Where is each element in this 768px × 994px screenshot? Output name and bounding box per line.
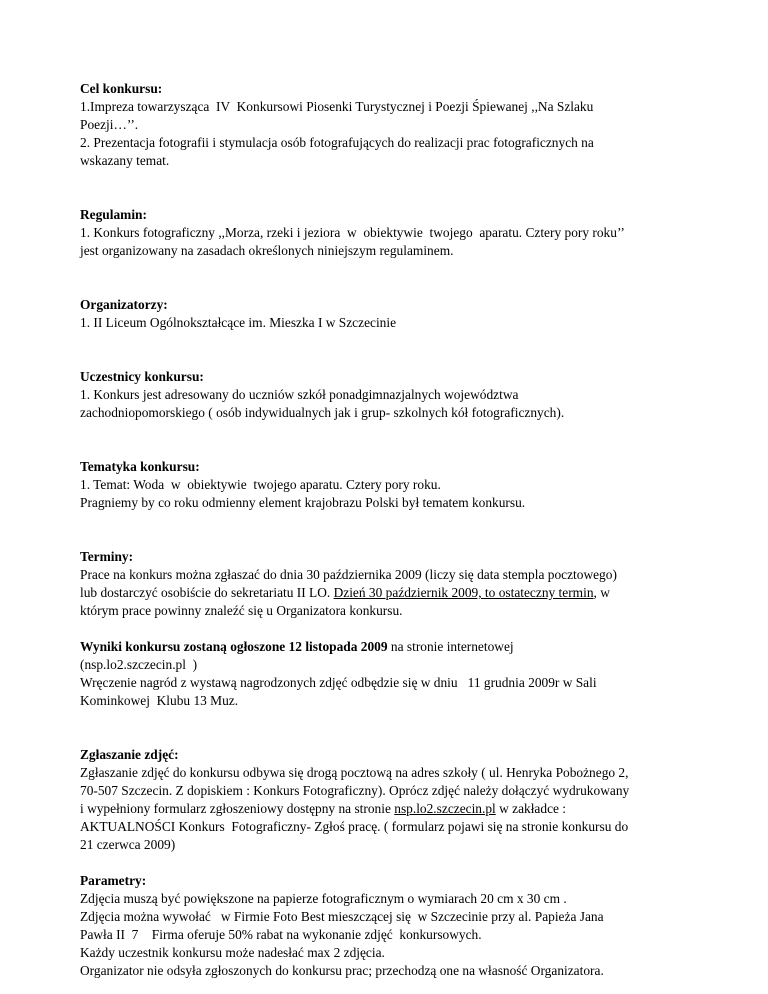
text-line: Prace na konkurs można zgłaszać do dnia 30 października 2009 (liczy się data stempla pocztowego) xyxy=(80,567,617,582)
text-line: 70-507 Szczecin. Z dopiskiem : Konkurs Fotograficzny). Oprócz zdjęć należy dołączyć wydrukowany xyxy=(80,783,630,798)
section-heading: Tematyka konkursu: xyxy=(80,459,200,474)
text-line: Zgłaszanie zdjęć do konkursu odbywa się drogą pocztową na adres szkoły ( ul. Henryka Pobożnego 2, xyxy=(80,765,629,780)
section-heading: Uczestnicy konkursu: xyxy=(80,369,204,384)
text-fragment: lub dostarczyć osobiście do sekretariatu II LO. xyxy=(80,585,334,600)
text-line xyxy=(80,638,700,656)
text-line: zachodniopomorskiego ( osób indywidualnych jak i grup- szkolnych kół fotograficznych). xyxy=(80,405,565,420)
section-heading: Zgłaszanie zdjęć: xyxy=(80,747,179,762)
text-line: Kominkowej Klubu 13 Muz. xyxy=(80,693,239,708)
text-fragment: , w xyxy=(593,585,610,600)
section-cel-konkursu xyxy=(80,80,700,170)
text-fragment: w zakładce : xyxy=(495,801,567,816)
section-heading: Cel konkursu: xyxy=(80,81,163,96)
text-line: Poezji…’’. xyxy=(80,117,139,132)
text-line: (nsp.lo2.szczecin.pl ) xyxy=(80,657,198,672)
text-fragment: na stronie internetowej xyxy=(387,639,514,654)
deadline-underlined: Dzień 30 październik 2009, to ostateczny termin xyxy=(333,585,594,600)
text-line: 1. Konkurs jest adresowany do uczniów szkół ponadgimnazjalnych województwa xyxy=(80,387,519,402)
text-line: 2. Prezentacja fotografii i stymulacja osób fotografujących do realizacji prac fotograficznych na xyxy=(80,135,594,150)
text-line: 1. Konkurs fotograficzny ,,Morza, rzeki i jeziora w obiektywie twojego aparatu. Cztery pory roku’’ xyxy=(80,225,625,240)
text-line: 1. II Liceum Ogólnokształcące im. Mieszka I w Szczecinie xyxy=(80,315,397,330)
section-tematyka xyxy=(80,458,700,512)
text-line: Wręczenie nagród z wystawą nagrodzonych zdjęć odbędzie się w dniu 11 grudnia 2009r w Sali xyxy=(80,675,597,690)
results-bold-lead: Wyniki konkursu zostaną ogłoszone 12 listopada 2009 xyxy=(80,639,388,654)
text-line: Zdjęcia można wywołać w Firmie Foto Best mieszczącej się w Szczecinie przy al. Papieża Jana xyxy=(80,909,604,924)
text-line: Pawła II 7 Firma oferuje 50% rabat na wykonanie zdjęć konkursowych. xyxy=(80,927,482,942)
section-regulamin xyxy=(80,206,700,260)
section-heading: Organizatorzy: xyxy=(80,297,168,312)
text-line: Pragniemy by co roku odmienny element krajobrazu Polski był tematem konkursu. xyxy=(80,495,526,510)
text-line: jest organizowany na zasadach określonych niniejszym regulaminem. xyxy=(80,243,454,258)
section-organizatorzy xyxy=(80,296,700,332)
text-line: którym prace powinny znaleźć się u Organizatora konkursu. xyxy=(80,603,403,618)
section-zglaszanie xyxy=(80,746,700,854)
document-page xyxy=(80,80,700,980)
website-link[interactable]: nsp.lo2.szczecin.pl xyxy=(394,801,496,816)
section-heading: Parametry: xyxy=(80,873,147,888)
section-heading: Regulamin: xyxy=(80,207,147,222)
text-line: 21 czerwca 2009) xyxy=(80,837,176,852)
text-line xyxy=(80,584,700,602)
section-heading: Terminy: xyxy=(80,549,134,564)
section-uczestnicy xyxy=(80,368,700,422)
section-parametry xyxy=(80,872,700,980)
text-line: Każdy uczestnik konkursu może nadesłać max 2 zdjęcia. xyxy=(80,945,385,960)
text-line: wskazany temat. xyxy=(80,153,170,168)
text-line xyxy=(80,800,700,818)
text-line: 1. Temat: Woda w obiektywie twojego aparatu. Cztery pory roku. xyxy=(80,477,441,492)
section-wyniki xyxy=(80,638,700,710)
text-line: Zdjęcia muszą być powiększone na papierze fotograficznym o wymiarach 20 cm x 30 cm . xyxy=(80,891,567,906)
text-line: AKTUALNOŚCI Konkurs Fotograficzny- Zgłoś pracę. ( formularz pojawi się na stronie konkursu do xyxy=(80,819,629,834)
section-terminy xyxy=(80,548,700,620)
text-line: Organizator nie odsyła zgłoszonych do konkursu prac; przechodzą one na własność Organizatora. xyxy=(80,963,604,978)
text-line: 1.Impreza towarzysząca IV Konkursowi Piosenki Turystycznej i Poezji Śpiewanej ,,Na Szlaku xyxy=(80,99,594,114)
text-fragment: i wypełniony formularz zgłoszeniowy dostępny na stronie xyxy=(80,801,395,816)
